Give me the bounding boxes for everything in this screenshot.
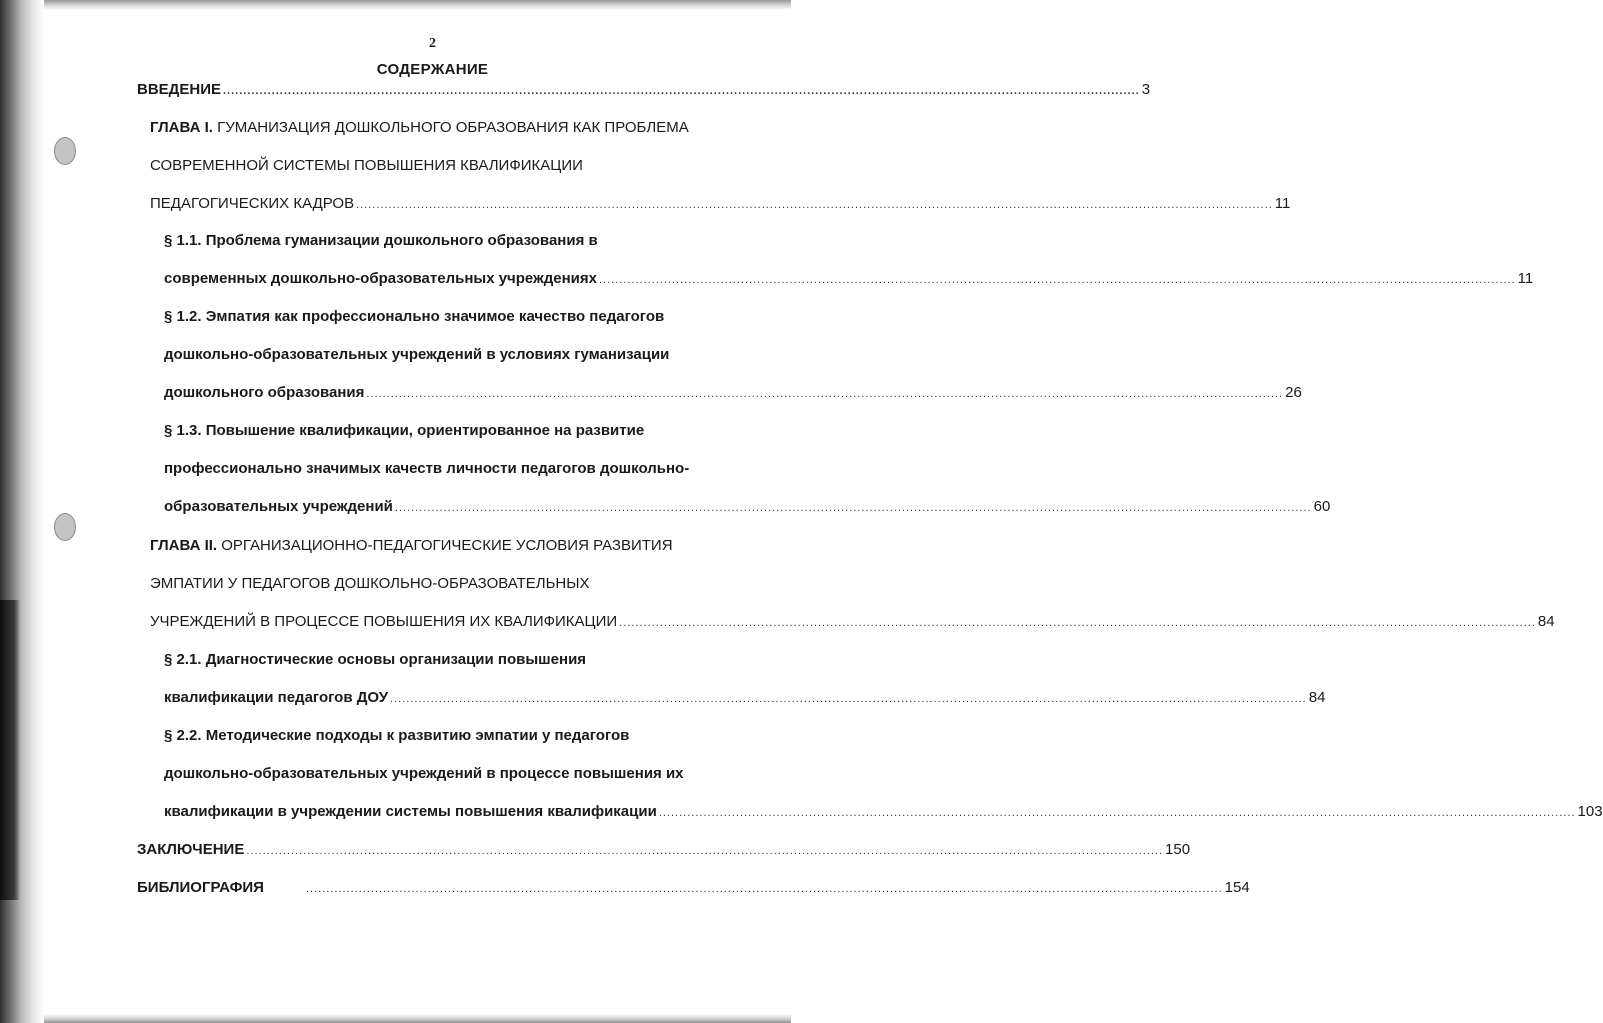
toc-page-number: 3 — [1141, 81, 1151, 98]
toc-page-number: 26 — [1285, 384, 1302, 401]
chapter-2-title-line-2: ЭМПАТИИ У ПЕДАГОГОВ ДОШКОЛЬНО-ОБРАЗОВАТЕЛЬНЫХ — [150, 575, 590, 592]
section-2-1-line-2: квалификации педагогов ДОУ — [164, 689, 389, 706]
scan-edge-top — [44, 0, 791, 10]
punch-hole — [54, 137, 76, 165]
section-1-2-line-1[interactable]: § 1.2. Эмпатия как профессионально значимое качество педагогов — [164, 308, 665, 325]
section-1-3-line-3: образовательных учреждений — [164, 498, 393, 515]
chapter-1-title-line-3: ПЕДАГОГИЧЕСКИХ КАДРОВ — [150, 195, 355, 212]
toc-page-number: 60 — [1313, 498, 1331, 515]
dot-leader: .................................................................................................................................................................................................................................. — [390, 693, 1307, 705]
scan-shadow-left — [0, 600, 20, 900]
scan-edge-bottom — [44, 1014, 791, 1023]
toc-entry-label: БИБЛИОГРАФИЯ — [137, 879, 264, 896]
toc-page-number: 84 — [1308, 689, 1326, 706]
toc-page-number: 154 — [1224, 879, 1250, 896]
toc-entry-bibliography[interactable] — [137, 878, 1250, 898]
chapter-2-title-line-1: ОРГАНИЗАЦИОННО-ПЕДАГОГИЧЕСКИЕ УСЛОВИЯ РАЗВИТИЯ — [221, 537, 673, 554]
section-1-3-line-1[interactable]: § 1.3. Повышение квалификации, ориентированное на развитие — [164, 422, 645, 439]
section-1-3-line-2: профессионально значимых качеств личности педагогов дошкольно- — [164, 460, 690, 477]
toc-page-number: 11 — [1517, 270, 1534, 287]
punch-hole — [54, 513, 76, 541]
toc-entry-label: ЗАКЛЮЧЕНИЕ — [137, 841, 245, 858]
toc-page-number: 103 — [1577, 803, 1603, 820]
dot-leader: .................................................................................................................................................................................................................................. — [246, 845, 1164, 857]
dot-leader: .................................................................................................................................................................................................................................. — [394, 502, 1312, 514]
chapter-1-prefix: ГЛАВА I. — [150, 119, 213, 136]
dot-leader: .................................................................................................................................................................................................................................. — [305, 883, 1223, 895]
dot-leader: .................................................................................................................................................................................................................................. — [222, 85, 1140, 97]
section-2-2-line-1[interactable]: § 2.2. Методические подходы к развитию эмпатии у педагогов — [164, 727, 630, 744]
toc-entry-intro[interactable] — [137, 80, 1151, 100]
section-2-2-line-3: квалификации в учреждении системы повышения квалификации — [164, 803, 657, 820]
dot-leader: .................................................................................................................................................................................................................................. — [598, 274, 1516, 286]
toc-entry-label: ВВЕДЕНИЕ — [137, 81, 221, 98]
section-2-1-line-1[interactable]: § 2.1. Диагностические основы организации повышения — [164, 651, 587, 668]
section-1-2-line-2: дошкольно-образовательных учреждений в условиях гуманизации — [164, 346, 670, 363]
page-number: 2 — [429, 36, 436, 51]
section-1-2-line-3: дошкольного образования — [164, 384, 365, 401]
toc-entry-section-1-1[interactable] — [164, 269, 1534, 289]
toc-entry-chapter-1[interactable] — [150, 194, 1291, 214]
dot-leader: .................................................................................................................................................................................................................................. — [658, 807, 1576, 819]
dot-leader: .................................................................................................................................................................................................................................. — [619, 617, 1536, 629]
chapter-2-title-line-3: УЧРЕЖДЕНИЙ В ПРОЦЕССЕ ПОВЫШЕНИЯ ИХ КВАЛИФИКАЦИИ — [150, 613, 618, 630]
chapter-1-heading[interactable] — [150, 118, 689, 138]
toc-entry-conclusion[interactable] — [137, 840, 1191, 860]
chapter-1-title-line-2: СОВРЕМЕННОЙ СИСТЕМЫ ПОВЫШЕНИЯ КВАЛИФИКАЦИИ — [150, 157, 583, 174]
chapter-2-prefix: ГЛАВА II. — [150, 537, 218, 554]
chapter-2-heading[interactable] — [150, 536, 673, 556]
section-2-2-line-2: дошкольно-образовательных учреждений в процессе повышения их — [164, 765, 684, 782]
toc-entry-section-1-3[interactable] — [164, 497, 1331, 517]
toc-entry-section-2-1[interactable] — [164, 688, 1326, 708]
toc-page-number: 84 — [1537, 613, 1555, 630]
chapter-1-title-line-1: ГУМАНИЗАЦИЯ ДОШКОЛЬНОГО ОБРАЗОВАНИЯ КАК ПРОБЛЕМА — [217, 119, 689, 136]
toc-entry-chapter-2[interactable] — [150, 612, 1555, 632]
dot-leader: .................................................................................................................................................................................................................................. — [356, 199, 1273, 211]
toc-entry-section-1-2[interactable] — [164, 383, 1302, 403]
toc-page-number: 11 — [1274, 195, 1291, 212]
toc-page-number: 150 — [1165, 841, 1191, 858]
section-1-1-line-1[interactable]: § 1.1. Проблема гуманизации дошкольного образования в — [164, 232, 598, 249]
dot-leader: .................................................................................................................................................................................................................................. — [366, 388, 1284, 400]
section-1-1-line-2: современных дошкольно-образовательных учреждениях — [164, 270, 597, 287]
toc-title: СОДЕРЖАНИЕ — [376, 61, 489, 78]
toc-entry-section-2-2[interactable] — [164, 802, 1603, 822]
